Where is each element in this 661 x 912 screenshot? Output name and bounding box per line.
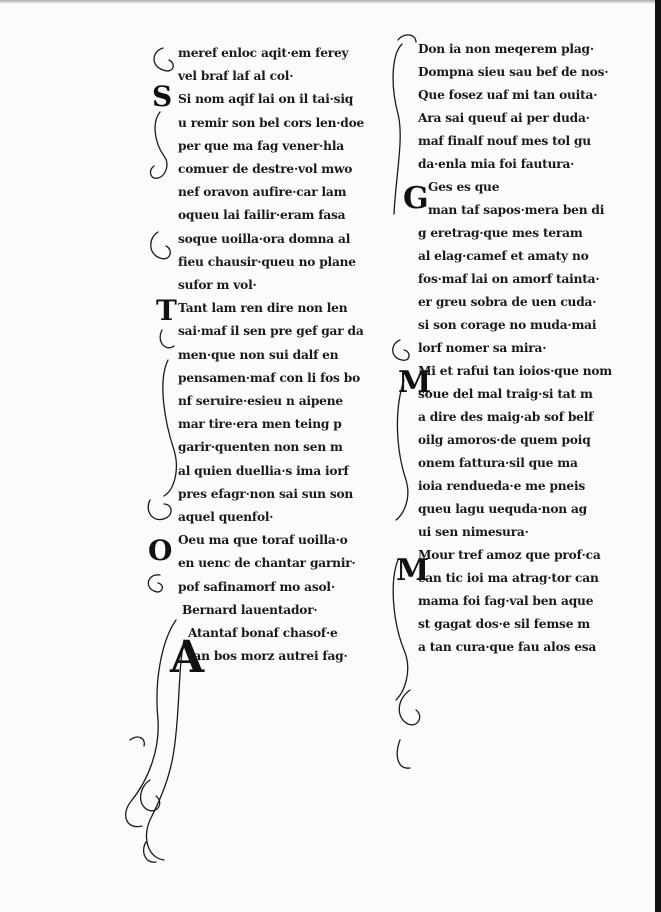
manuscript-line: al elag·camef et amaty no — [418, 249, 589, 263]
manuscript-line: si son corage no muda·mai — [418, 318, 597, 332]
manuscript-line: Tant lam ren dire non len — [178, 301, 348, 316]
manuscript-line: da·enla mia foi fautura· — [418, 157, 575, 171]
manuscript-line: en uenc de chantar garnir· — [178, 556, 356, 571]
manuscript-line: comuer de destre·vol mwo — [178, 162, 353, 176]
manuscript-line: men·que non sui dalf en — [178, 347, 339, 362]
manuscript-line: fos·maf lai on amorf tainta· — [418, 272, 600, 286]
manuscript-line: soue del mal traig·si tat m — [418, 387, 593, 401]
manuscript-line: nef oravon aufire·car lam — [178, 185, 347, 200]
manuscript-line: Ara sai queuf ai per duda· — [418, 111, 590, 125]
manuscript-line: Mi et rafui tan ioios·que nom — [418, 364, 613, 378]
manuscript-line: er greu sobra de uen cuda· — [418, 295, 597, 309]
manuscript-line: mar tire·era men teing p — [178, 417, 342, 432]
manuscript-line: Si nom aqif lai on il tai·siq — [178, 92, 354, 107]
manuscript-line: fieu chausir·queu no plane — [178, 254, 356, 269]
manuscript-line: Don ia non meqerem plag· — [418, 42, 594, 56]
manuscript-line: Que fosez uaf mi tan ouita· — [418, 88, 598, 102]
manuscript-line: man taf sapos·mera ben di — [428, 203, 605, 217]
svg-text:S: S — [152, 80, 173, 113]
manuscript-line: mama foi fag·val ben aque — [418, 594, 594, 608]
svg-text:T: T — [156, 294, 177, 327]
manuscript-line: maf finalf nouf mes tol gu — [418, 134, 591, 148]
manuscript-line: u remir son bel cors len·doe — [178, 115, 365, 130]
manuscript-line: queu lagu uequda·non ag — [418, 502, 587, 516]
svg-text:M: M — [396, 553, 430, 588]
manuscript-line: Bernard lauentador· — [182, 602, 318, 617]
manuscript-line: oqueu lai failir·eram fasa — [178, 208, 346, 223]
manuscript-line: soque uoilla·ora domna al — [178, 231, 351, 246]
manuscript-line: aquel quenfol· — [178, 510, 274, 524]
manuscript-line: sufor m vol· — [178, 278, 257, 292]
svg-text:M: M — [398, 365, 432, 400]
svg-text:O: O — [148, 534, 173, 567]
manuscript-line: onem fattura·sil que ma — [418, 456, 578, 470]
manuscript-line: vel braf laf al col· — [178, 69, 294, 84]
manuscript-line: pres efagr·non sai sun son — [178, 486, 354, 501]
manuscript-line: Atantaf bonaf chasof·e — [188, 626, 338, 640]
manuscript-line: nf seruire·esieu n aipene — [178, 394, 343, 408]
manuscript-line: st gagat dos·e sil femse m — [418, 617, 591, 631]
manuscript-line: sai·maf il sen pre gef gar da — [178, 324, 364, 339]
svg-text:A: A — [170, 632, 205, 683]
manuscript-line: Dompna sieu sau bef de nos· — [418, 65, 609, 79]
manuscript-line: Mour tref amoz que prof·ca — [418, 548, 601, 562]
manuscript-line: lorf nomer sa mira· — [418, 341, 547, 355]
manuscript-line: per que ma fag vener·hla — [178, 138, 344, 153]
manuscript-line: oilg amoros·de quem poiq — [418, 433, 591, 447]
manuscript-line: ui sen nimesura· — [418, 525, 529, 539]
manuscript-line: a tan cura·que fau alos esa — [418, 640, 597, 654]
manuscript-line: Ges es que — [428, 180, 500, 194]
manuscript-line: al quien duellia·s ima iorf — [178, 463, 349, 478]
manuscript-line: tan bos morz autrei fag· — [188, 649, 348, 664]
manuscript-line: Oeu ma que toraf uoilla·o — [178, 533, 348, 548]
manuscript-line: ioia rendueda·e me pneis — [418, 479, 586, 493]
svg-text:G: G — [403, 181, 429, 216]
manuscript-line: a dire des maig·ab sof belf — [418, 410, 594, 424]
manuscript-line: pensamen·maf con li fos bo — [178, 370, 361, 385]
manuscript-line: pof safinamorf mo asol· — [178, 579, 335, 594]
manuscript-line: can tic ioi ma atrag·tor can — [418, 571, 599, 585]
manuscript-line: garir·quenten non sen m — [178, 440, 343, 455]
manuscript-line: g eretrag·que mes teram — [418, 226, 583, 240]
manuscript-line: meref enloc aqit·em ferey — [178, 46, 349, 60]
